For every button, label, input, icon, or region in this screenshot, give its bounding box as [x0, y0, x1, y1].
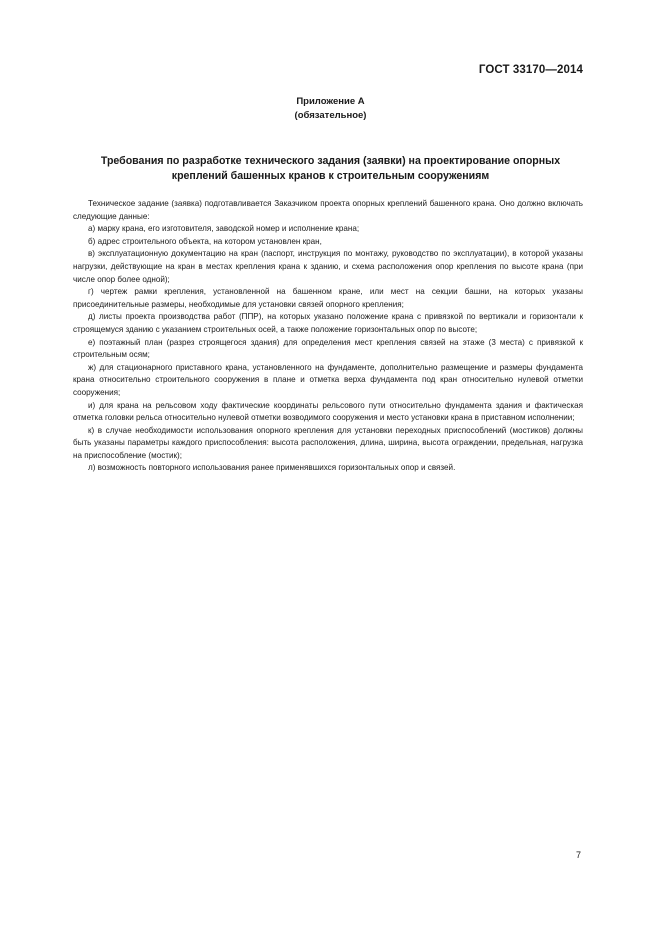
- list-item-b: б) адрес строительного объекта, на котором установлен кран,: [88, 236, 322, 246]
- list-item-a: а) марку крана, его изготовителя, заводской номер и исполнение крана;: [88, 224, 360, 234]
- list-item-i: и) для крана на рельсовом ходу фактические координаты рельсового пути относительно фундамента здания и фактическая отметка головки рельса относительно нулевой отметки возводимого сооружения и место установки крана в приставном исполнении;: [73, 400, 583, 423]
- list-item-l: л) возможность повторного использования ранее применявшихся горизонтальных опор и связей.: [88, 463, 456, 473]
- page-number: 7: [575, 850, 581, 860]
- appendix-label: Приложение А: [296, 96, 365, 107]
- list-item-e: е) поэтажный план (разрез строящегося здания) для определения мест крепления связей на этаже (3 места) с привязкой к строительным осям;: [73, 337, 583, 360]
- body-text: [73, 198, 583, 475]
- appendix-heading: [0, 95, 661, 123]
- section-title-line-1: Требования по разработке технического задания (заявки) на проектирование опорных: [100, 155, 561, 167]
- section-title-line-2: креплений башенных кранов к строительным сооружениям: [171, 170, 490, 182]
- list-item-v: в) эксплуатационную документацию на кран (паспорт, инструкция по монтажу, руководство по эксплуатации), в которой указаны нагрузки, действующие на кран в местах крепления крана к зданию, и схема расположения опор крепления по высоте крана (при числе опор более одной);: [73, 249, 583, 284]
- list-item-zh: ж) для стационарного приставного крана, установленного на фундаменте, дополнительно размещение и размеры фундамента крана относительно строительного сооружения в плане и отметка верха фундамента под кран относительно нулевой отметки сооружения;: [73, 362, 583, 397]
- section-title: [70, 154, 591, 184]
- intro-paragraph: Техническое задание (заявка) подготавливается Заказчиком проекта опорных креплений башенного крана. Оно должно включать следующие данные:: [73, 199, 583, 221]
- list-item-g: г) чертеж рамки крепления, установленной на башенном кране, или мест на секции башни, на которых указаны присоединительные размеры, необходимые для установки связей опорного крепления;: [73, 287, 583, 309]
- list-item-d: д) листы проекта производства работ (ППР), на которых указано положение крана с привязкой по вертикали и горизонтали к строящемуся зданию с указанием строительных осей, а также положение горизонтальных опор по высоте;: [73, 312, 583, 334]
- appendix-status: (обязательное): [294, 110, 367, 121]
- list-item-k: к) в случае необходимости использования опорного крепления для установки переходных приспособлений (мостиков) должны быть указаны параметры каждого приспособления: высота расположения, длина, ширина, высота ограждении, предельная, нагрузка на приспособление (мостик);: [73, 425, 583, 460]
- standard-code: ГОСТ 33170—2014: [478, 64, 583, 76]
